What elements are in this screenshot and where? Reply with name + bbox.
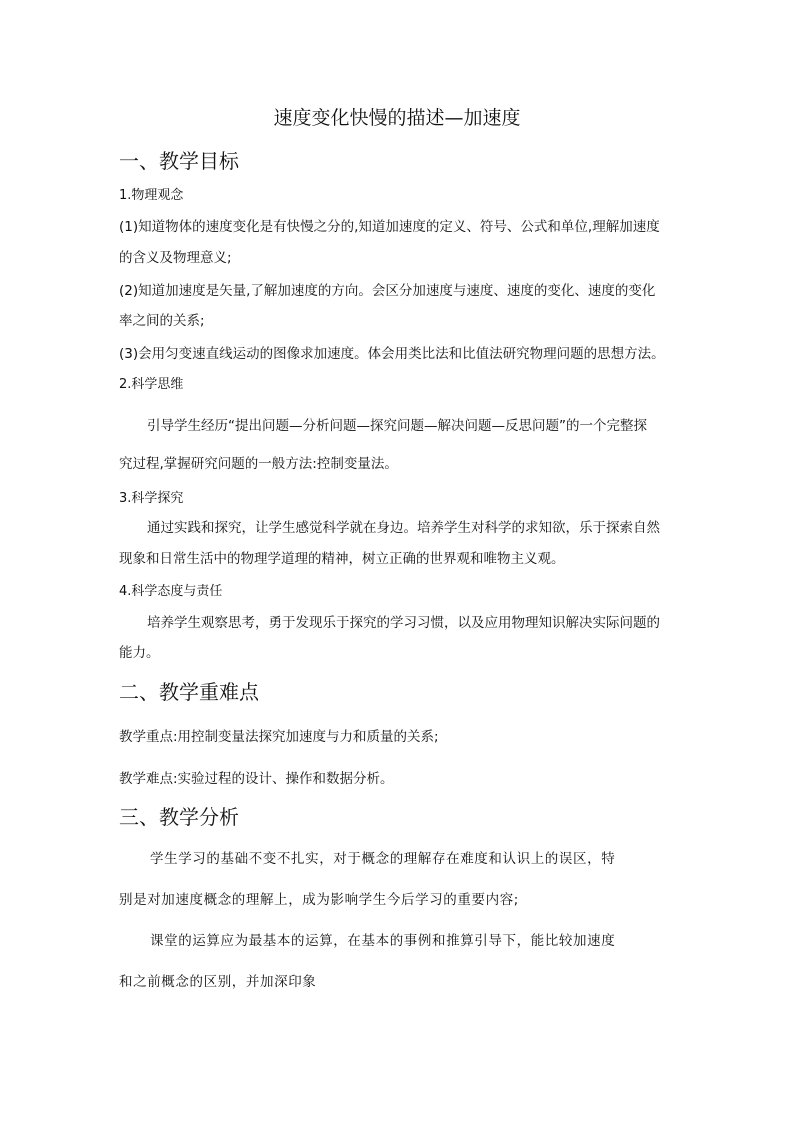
document-title: 速度变化快慢的描述—加速度	[273, 107, 521, 129]
paragraph-line: 通过实践和探究，让学生感觉科学就在身边。培养学生对科学的求知欲，乐于探索自然	[147, 520, 660, 536]
section-heading-analysis: 三、教学分析	[119, 805, 239, 829]
paragraph-line: 引导学生经历“提出问题—分析问题—探究问题—解决问题—反思问题”的一个完整探	[147, 418, 647, 434]
difficult-point-text: 教学难点:实验过程的设计、操作和数据分析。	[119, 771, 394, 787]
paragraph-line: 学生学习的基础不变不扎实，对于概念的理解存在难度和认识上的误区，特	[150, 851, 616, 867]
paragraph-line: 现象和日常生活中的物理学道理的精神，树立正确的世界观和唯物主义观。	[119, 551, 565, 567]
section-heading-key-points: 二、教学重难点	[119, 680, 259, 704]
section-heading-objectives: 一、教学目标	[119, 149, 239, 173]
paragraph-line: 的含义及物理意义;	[119, 250, 232, 266]
paragraph-line: 别是对加速度概念的理解上，成为影响学生今后学习的重要内容;	[119, 892, 519, 908]
paragraph-line: 培养学生观察思考，勇于发现乐于探究的学习习惯，以及应用物理知识解决实际问题的	[147, 615, 660, 631]
paragraph-line: 和之前概念的区别，并加深印象	[119, 974, 317, 990]
paragraph-line: (1)知道物体的速度变化是有快慢之分的,知道加速度的定义、符号、公式和单位,理解加速度	[119, 219, 660, 235]
paragraph-line: (3)会用匀变速直线运动的图像求加速度。体会用类比法和比值法研究物理问题的思想方法。	[119, 346, 665, 362]
subheading-scientific-inquiry: 3.科学探究	[119, 491, 184, 506]
paragraph-line: 能力。	[119, 645, 160, 661]
subheading-attitude-responsibility: 4.科学态度与责任	[119, 584, 223, 599]
subheading-scientific-thinking: 2.科学思维	[119, 377, 184, 392]
key-point-text: 教学重点:用控制变量法探究加速度与力和质量的关系;	[119, 729, 439, 745]
subheading-physics-concept: 1.物理观念	[119, 188, 184, 203]
paragraph-line: 率之间的关系;	[119, 313, 205, 329]
paragraph-line: 究过程,掌握研究问题的一般方法:控制变量法。	[119, 456, 398, 472]
paragraph-line: (2)知道加速度是矢量,了解加速度的方向。会区分加速度与速度、速度的变化、速度的变化	[119, 283, 656, 299]
paragraph-line: 课堂的运算应为最基本的运算，在基本的事例和推算引导下，能比较加速度	[150, 933, 616, 949]
